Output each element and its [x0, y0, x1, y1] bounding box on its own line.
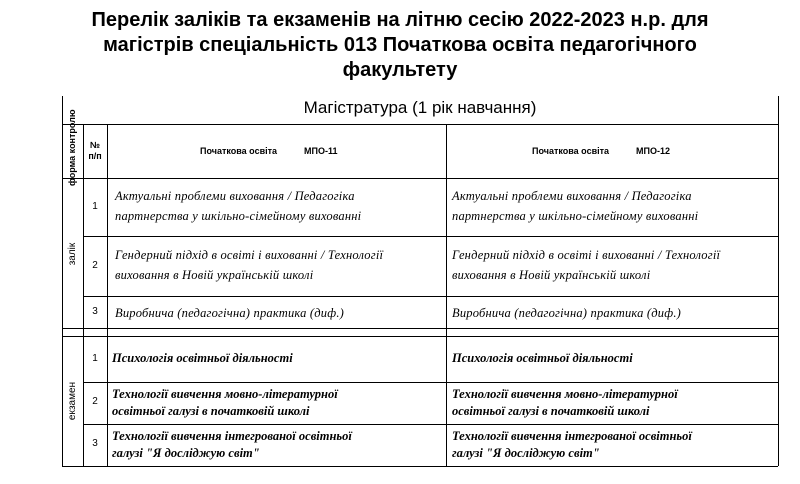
table-row-divider	[83, 296, 778, 297]
title-line-1: Перелік заліків та екзаменів на літню сесію 2022-2023 н.р. для	[91, 9, 709, 31]
document-title	[40, 8, 760, 83]
credit-1-group2	[452, 186, 698, 226]
exam-2-group2	[452, 386, 678, 420]
cell-line: Технології вивчення мовно-літературної	[112, 387, 338, 401]
group1-program: Початкова освіта	[200, 146, 278, 156]
credit-3-group1: Виробнича (педагогічна) практика (диф.)	[115, 306, 345, 320]
table-border-left	[62, 96, 63, 466]
group2-header	[532, 146, 670, 156]
cell-line: галузі "Я досліджую світ"	[452, 446, 600, 460]
cell-line: Гендерний підхід в освіті і вихованні / Технології	[452, 248, 721, 262]
credit-section-label: залік	[67, 242, 78, 266]
exam-2-group1	[112, 386, 338, 420]
row-number: 2	[92, 260, 98, 271]
credit-2-group2	[452, 245, 720, 285]
table-row-divider	[62, 336, 778, 337]
row-number: 1	[92, 353, 98, 364]
cell-line: освітньої галузі в початковій школі	[112, 404, 310, 418]
number-header	[84, 140, 106, 162]
credit-2-group1	[115, 245, 383, 285]
cell-line: Технології вивчення мовно-літературної	[452, 387, 678, 401]
cell-line: виховання в Новій українській школі	[115, 268, 314, 282]
cell-line: Технології вивчення інтегрованої освітньої	[112, 429, 352, 443]
exam-3-group1	[112, 428, 352, 462]
cell-line: освітньої галузі в початковій школі	[452, 404, 650, 418]
exam-1-group1: Психологія освітньої діяльності	[112, 351, 293, 365]
table-row-divider	[62, 328, 778, 329]
table-col-divider	[446, 124, 447, 466]
cell-line: Технології вивчення інтегрованої освітньої	[452, 429, 692, 443]
table-row-divider	[62, 124, 778, 125]
table-col-divider	[83, 124, 84, 466]
credit-1-group1	[115, 186, 361, 226]
number-header-line-2: п/п	[88, 151, 102, 161]
exam-3-group2	[452, 428, 692, 462]
title-line-2: магістрів спеціальність 013 Початкова освіта педагогічного	[103, 34, 697, 56]
exam-1-group2: Психологія освітньої діяльності	[452, 351, 633, 365]
group1-header	[200, 146, 338, 156]
cell-line: Актуальні проблеми виховання / Педагогіка	[452, 189, 692, 203]
cell-line: Гендерний підхід в освіті і вихованні / Технології	[115, 248, 384, 262]
form-control-header: форма контролю	[67, 109, 77, 186]
row-number: 1	[92, 201, 98, 212]
cell-line: партнерства у шкільно-сімейному вихованні	[452, 209, 699, 223]
group2-program: Початкова освіта	[532, 146, 610, 156]
table-col-divider	[107, 124, 108, 466]
row-number: 3	[92, 306, 98, 317]
cell-line: галузі "Я досліджую світ"	[112, 446, 260, 460]
number-header-line-1: №	[89, 140, 101, 150]
table-border-right	[778, 96, 779, 466]
table-row-divider	[83, 424, 778, 425]
table-border-bottom	[62, 466, 778, 467]
cell-line: Актуальні проблеми виховання / Педагогіка	[115, 189, 355, 203]
cell-line: партнерства у шкільно-сімейному вихованні	[115, 209, 362, 223]
table-row-divider	[83, 382, 778, 383]
row-number: 2	[92, 396, 98, 407]
title-line-3: факультету	[342, 59, 458, 81]
table-subtitle: Магістратура (1 рік навчання)	[303, 98, 537, 117]
table-row-divider	[62, 178, 778, 179]
credit-3-group2: Виробнича (педагогічна) практика (диф.)	[452, 306, 682, 320]
group2-code: МПО-12	[636, 146, 671, 156]
cell-line: виховання в Новій українській школі	[452, 268, 651, 282]
exam-section-label: екзамен	[67, 381, 78, 421]
group1-code: МПО-11	[304, 146, 338, 156]
table-row-divider	[83, 236, 778, 237]
row-number: 3	[92, 438, 98, 449]
